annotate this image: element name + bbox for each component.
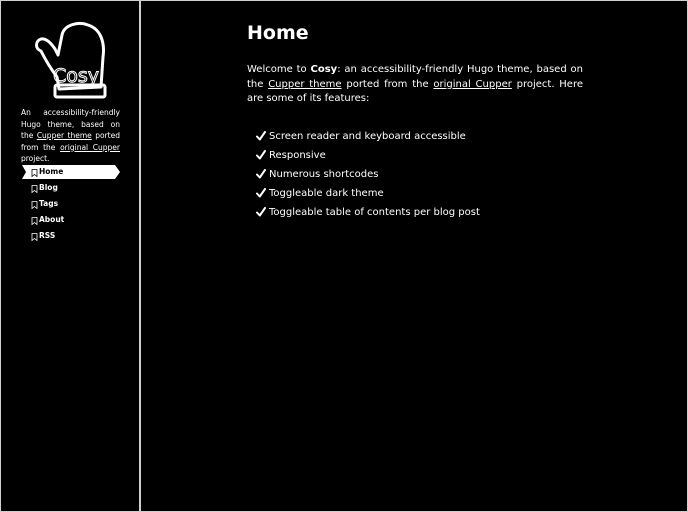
feature-text: Screen reader and keyboard accessible xyxy=(269,130,466,142)
list-item xyxy=(247,127,583,146)
logo-text: Cosy xyxy=(53,65,100,87)
checkmark-icon xyxy=(256,131,266,141)
intro-welcome: Welcome to xyxy=(247,64,311,75)
intro-text-start: : an accessibility-friendly Hugo theme, based on the xyxy=(247,64,583,90)
main-content xyxy=(247,21,583,222)
intro-brand: Cosy xyxy=(310,64,338,75)
nav-item-tags[interactable] xyxy=(22,197,122,213)
feature-text: Toggleable table of contents per blog post xyxy=(269,206,480,218)
bookmark-icon xyxy=(31,169,38,177)
oven-mitt-logo-icon[interactable] xyxy=(31,21,111,101)
feature-text: Responsive xyxy=(269,149,326,161)
bookmark-icon xyxy=(31,201,38,209)
nav-label-rss: RSS xyxy=(39,231,56,240)
intro-text-end: project. Here are some of its features: xyxy=(247,78,584,104)
checkmark-icon xyxy=(256,188,266,198)
feature-text: Numerous shortcodes xyxy=(269,168,379,180)
tagline-text-start: An accessibility-friendly Hugo theme, based on the xyxy=(21,108,120,140)
tagline-text-end: project. xyxy=(21,154,50,163)
checkmark-icon xyxy=(256,207,266,217)
nav-label-about: About xyxy=(39,215,65,224)
nav-item-blog[interactable] xyxy=(22,181,122,197)
cupper-theme-link[interactable]: Cupper theme xyxy=(36,131,92,140)
list-item xyxy=(247,146,583,165)
list-item xyxy=(247,165,583,184)
nav-label-tags: Tags xyxy=(39,199,59,208)
nav-label-home: Home xyxy=(39,167,64,176)
checkmark-icon xyxy=(256,150,266,160)
nav-item-about[interactable] xyxy=(22,213,122,229)
tagline-text-middle: ported from the xyxy=(21,131,120,152)
sidebar xyxy=(1,1,141,511)
bookmark-icon xyxy=(31,217,38,225)
intro-text-middle: ported from the xyxy=(341,78,434,90)
list-item xyxy=(247,203,583,222)
intro-cupper-theme-link[interactable]: Cupper theme xyxy=(268,78,342,90)
list-item xyxy=(247,184,583,203)
site-tagline xyxy=(21,107,120,165)
nav-item-rss[interactable] xyxy=(22,229,122,245)
nav-label-blog: Blog xyxy=(39,183,58,192)
bookmark-icon xyxy=(31,233,38,241)
feature-text: Toggleable dark theme xyxy=(269,187,384,199)
page-title: Home xyxy=(247,22,309,44)
main-nav xyxy=(22,165,122,245)
checkmark-icon xyxy=(256,169,266,179)
intro-paragraph xyxy=(247,63,583,107)
nav-item-home[interactable] xyxy=(22,165,122,181)
intro-original-cupper-link[interactable]: original Cupper xyxy=(433,78,512,90)
original-cupper-link[interactable]: original Cupper xyxy=(60,142,120,152)
features-list xyxy=(247,127,583,222)
bookmark-icon xyxy=(31,185,38,193)
